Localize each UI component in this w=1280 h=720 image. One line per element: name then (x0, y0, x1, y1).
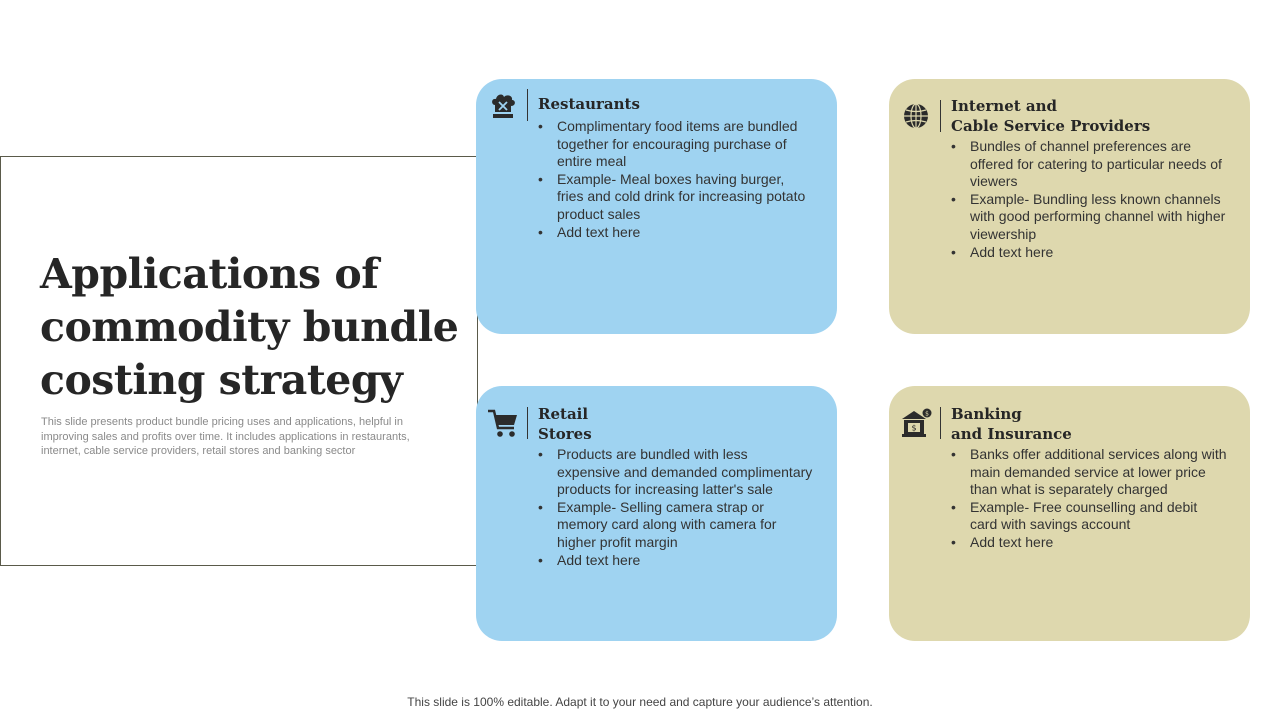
card-divider (940, 100, 941, 132)
card-banking-insurance (889, 386, 1250, 641)
list-item: • Add text here (951, 244, 1227, 262)
card-divider (527, 89, 528, 121)
slide-title: Applications of commodity bundle costing strategy (40, 250, 459, 404)
svg-text:$: $ (925, 410, 929, 418)
globe-icon (899, 99, 933, 133)
card-bullet-list (538, 446, 814, 569)
card-internet-cable (889, 79, 1250, 334)
card-title: Internet and Cable Service Providers (951, 97, 1151, 135)
card-title: Restaurants (538, 95, 640, 113)
footer-note: This slide is 100% editable. Adapt it to your need and capture your audience’s attention. (407, 695, 873, 709)
card-bullet-list (951, 446, 1227, 552)
bank-icon (899, 406, 933, 440)
list-item: • Bundles of channel preferences are offered for catering to particular needs of viewers (951, 138, 1227, 191)
list-item: • Example- Bundling less known channels with good performing channel with higher viewership (951, 191, 1227, 244)
card-bullet-list (538, 118, 814, 241)
list-item: • Example- Free counselling and debit card with savings account (951, 499, 1227, 534)
list-item: • Example- Meal boxes having burger, fries and cold drink for increasing potato product sales (538, 171, 814, 224)
card-bullet-list (951, 138, 1227, 261)
list-item: • Add text here (538, 552, 814, 570)
list-item: • Complimentary food items are bundled together for encouraging purchase of entire meal (538, 118, 814, 171)
card-divider (940, 407, 941, 439)
list-item: • Products are bundled with less expensive and demanded complimentary products for increasing latter's sale (538, 446, 814, 499)
shopping-cart-icon (486, 406, 520, 440)
list-item: • Example- Selling camera strap or memory card along with camera for higher profit margin (538, 499, 814, 552)
card-divider (527, 407, 528, 439)
list-item: • Add text here (538, 224, 814, 242)
svg-text:$: $ (911, 423, 917, 433)
list-item: • Banks offer additional services along with main demanded service at lower price than what is separately charged (951, 446, 1227, 499)
card-restaurants (476, 79, 837, 334)
slide-subtitle: This slide presents product bundle pricing uses and applications, helpful in improving sales and profits over time. It includes applications in restaurants, internet, cable service providers, retail stores and banking sector (41, 416, 410, 457)
chef-hat-icon (486, 89, 520, 123)
card-title: Banking and Insurance (951, 405, 1072, 443)
card-title: Retail Stores (538, 405, 592, 443)
list-item: • Add text here (951, 534, 1227, 552)
card-retail-stores (476, 386, 837, 641)
